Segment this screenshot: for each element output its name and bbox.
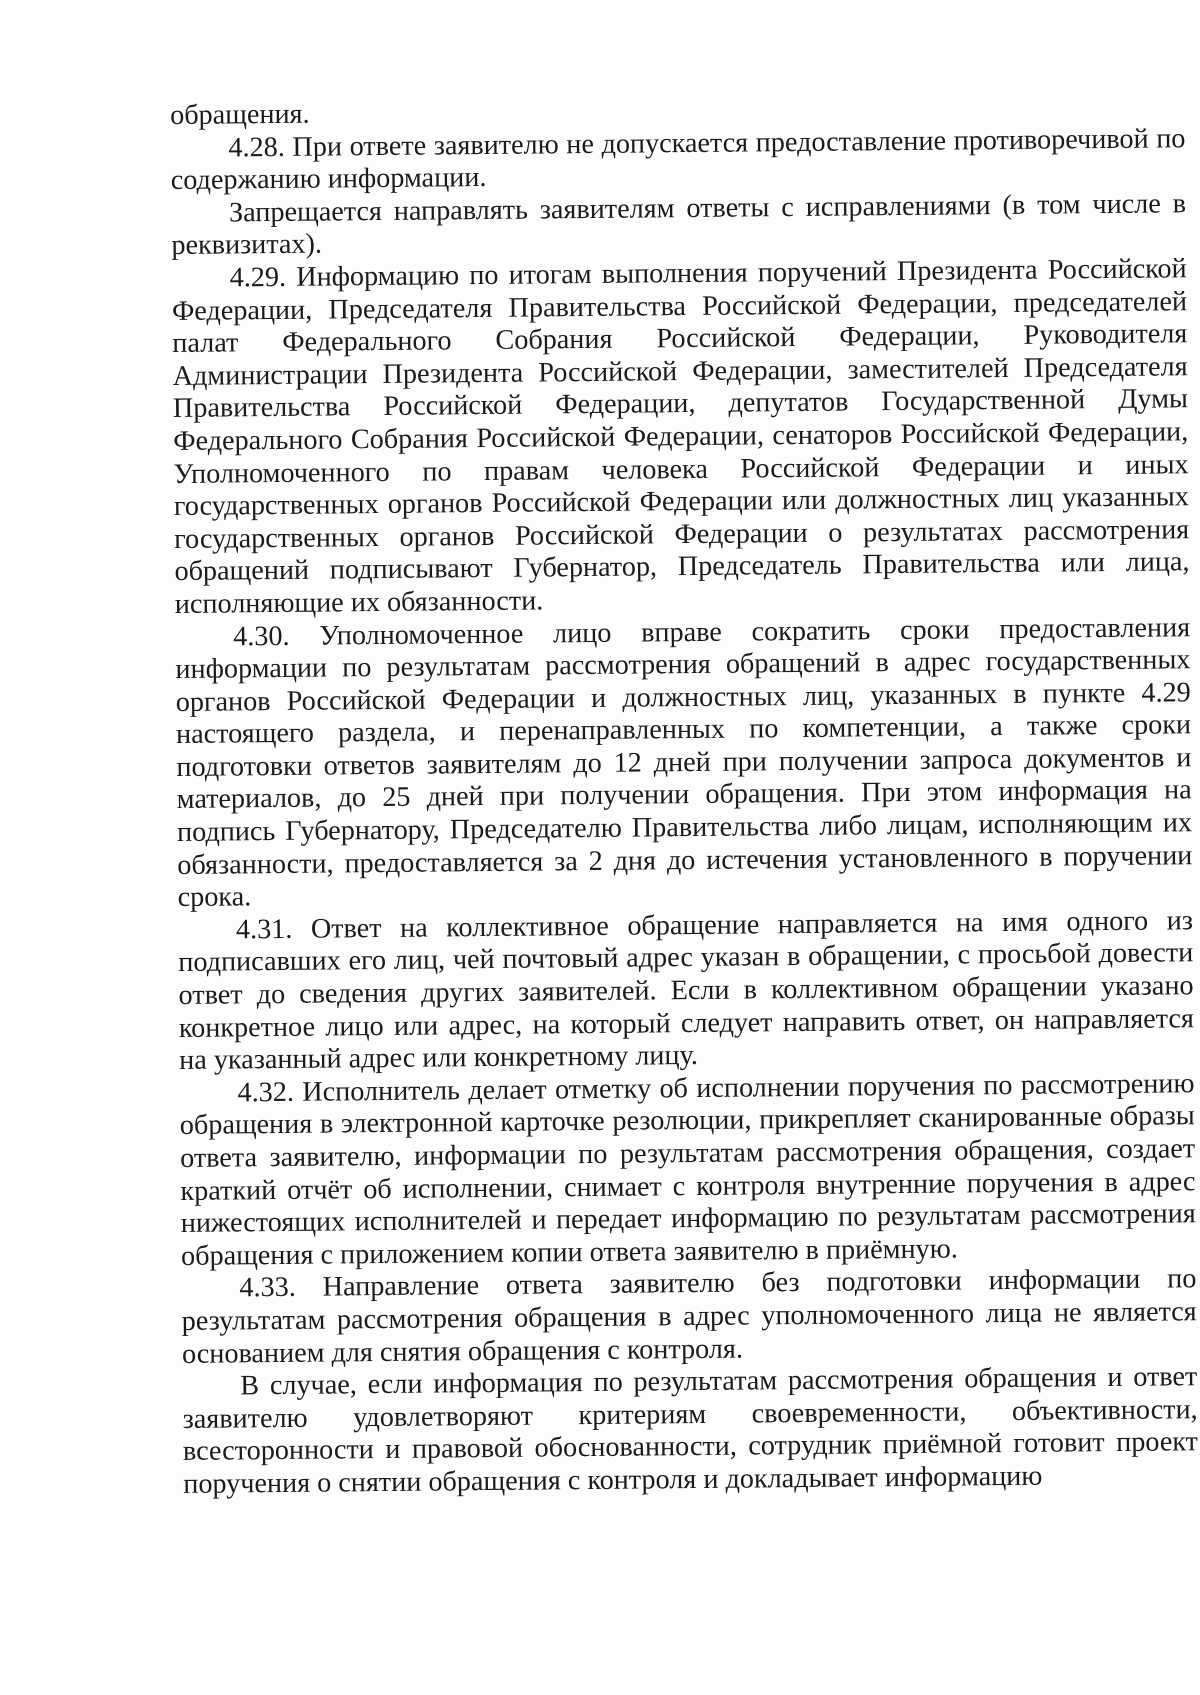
paragraph-4-30: 4.30. Уполномоченное лицо вправе сократить сроки предоставления информации по результатам рассмотрения обращений в адрес государственных органов Российской Федерации и должностных лиц, указанных в пункте 4.29 настоящего раздела, и перенаправленных по компетенции, а также сроки подготовки ответов заявителям до 12 дней при получении запроса документов и материалов, до 25 дней при получении обращения. При этом информация на подпись Губернатору, Председателю Правительства либо лицам, исполняющим их обязанности, предоставляется за 2 дня до истечения установленного в поручении срока. [175, 611, 1193, 914]
paragraph-continuation: обращения. [170, 98, 310, 131]
paragraph-4-28: 4.28. При ответе заявителю не допускается предоставление противоречивой по содержанию информации. [170, 122, 1186, 197]
paragraph-4-29: 4.29. Информацию по итогам выполнения поручений Президента Российской Федерации, Председателя Правительства Российской Федерации, председателей палат Федерального Собрания Российской Федерации, Руководителя Администрации Президента Российской Федерации, заместителей Председателя Правительства Российской Федерации, депутатов Государственной Думы Федерального Собрания Российской Федерации, сенаторов Российской Федерации, Уполномоченного по правам человека Российской Федерации и иных государственных органов Российской Федерации или должностных лиц указанных государственных органов Российской Федерации о результатах рассмотрения обращений подписывают Губернатор, Председатель Правительства или лица, исполняющие их обязанности. [171, 253, 1190, 620]
paragraph-4-33: 4.33. Направление ответа заявителю без подготовки информации по результатам рассмотрения обращения в адрес уполномоченного лица не является основанием для снятия обращения с контроля. [181, 1263, 1197, 1370]
paragraph-prohibition: Запрещается направлять заявителям ответы с исправлениями (в том числе в реквизитах). [171, 188, 1187, 262]
document-body [170, 90, 1198, 1501]
paragraph-4-31: 4.31. Ответ на коллективное обращение направляется на имя одного из подписавших его лиц, чей почтовый адрес указан в обращении, с просьбой довести ответ до сведения других заявителей. Если в коллективном обращении указано конкретное лицо или адрес, на который следует направить ответ, он направляется на указанный адрес или конкретному лицу. [178, 905, 1195, 1077]
paragraph-case: В случае, если информация по результатам рассмотрения обращения и ответ заявителю удовлетворяют критериям своевременности, объективности, всесторонности и правовой обоснованности, сотрудник приёмной готовит проект поручения о снятии обращения с контроля и докладывает информацию [182, 1361, 1199, 1500]
paragraph-4-32: 4.32. Исполнитель делает отметку об исполнении поручения по рассмотрению обращения в электронной карточке резолюции, прикрепляет сканированные образы ответа заявителю, информации по результатам рассмотрения обращения, создает краткий отчёт об исполнении, снимает с контроля внутренние поручения в адрес нижестоящих исполнителей и передает информацию по результатам рассмотрения обращения с приложением копии ответа заявителю в приёмную. [179, 1068, 1196, 1272]
